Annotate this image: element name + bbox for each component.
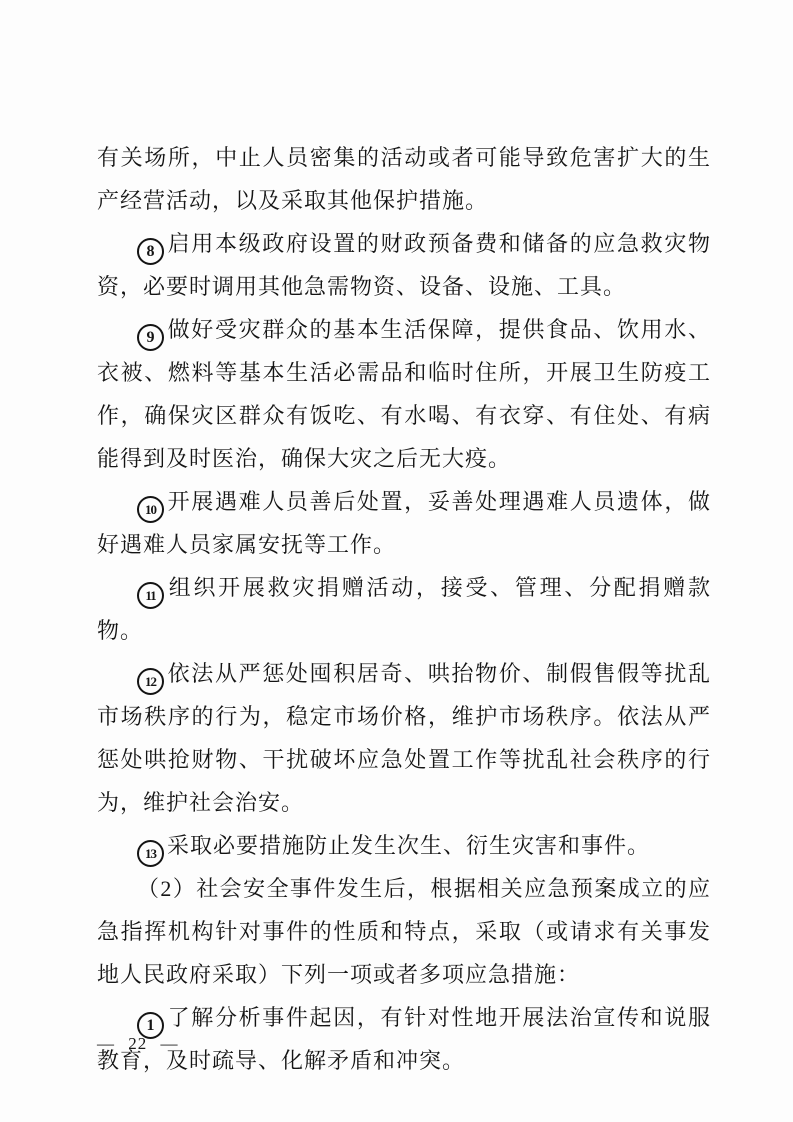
page-footer (97, 1031, 179, 1057)
paragraph (97, 222, 711, 308)
paragraph-text: 采取必要措施防止发生次生、衍生灾害和事件。 (167, 833, 651, 858)
paragraph (97, 652, 711, 824)
paragraph (97, 136, 711, 222)
circled-number-marker: 12 (137, 668, 164, 695)
paragraph-text: 依法从严惩处囤积居奇、哄抬物价、制假售假等扰乱市场秩序的行为，稳定市场价格，维护市场秩序。依法从严惩处哄抢财物、干扰破坏应急处置工作等扰乱社会秩序的行为，维护社会治安。 (97, 661, 711, 815)
circled-number-marker: 11 (137, 582, 164, 609)
document-body (97, 136, 711, 1082)
paragraph (97, 867, 711, 996)
paragraph-text: 开展遇难人员善后处置，妥善处理遇难人员遗体，做好遇难人员家属安抚等工作。 (97, 489, 711, 557)
paragraph-text: 做好受灾群众的基本生活保障，提供食品、饮用水、衣被、燃料等基本生活必需品和临时住所，开展卫生防疫工作，确保灾区群众有饭吃、有水喝、有衣穿、有住处、有病能得到及时医治，确保大灾之后无大疫。 (97, 317, 711, 471)
paragraph-text: （2）社会安全事件发生后，根据相关应急预案成立的应急指挥机构针对事件的性质和特点，采取（或请求有关事发地人民政府采取）下列一项或者多项应急措施： (97, 876, 711, 987)
paragraph (97, 996, 711, 1082)
circled-number-marker: 13 (137, 840, 164, 867)
circled-number-marker: 10 (137, 496, 164, 523)
paragraph-text: 了解分析事件起因，有针对性地开展法治宣传和说服教育，及时疏导、化解矛盾和冲突。 (97, 1005, 711, 1073)
paragraph (97, 308, 711, 480)
page-number: — 22 — (97, 1034, 179, 1053)
circled-number-marker: 9 (137, 324, 164, 351)
paragraph-text: 有关场所，中止人员密集的活动或者可能导致危害扩大的生产经营活动，以及采取其他保护措施。 (97, 145, 711, 213)
paragraph-text: 启用本级政府设置的财政预备费和储备的应急救灾物资，必要时调用其他急需物资、设备、设施、工具。 (97, 231, 711, 299)
paragraph-text: 组织开展救灾捐赠活动，接受、管理、分配捐赠款物。 (97, 575, 711, 643)
circled-number-marker: 1 (137, 1012, 164, 1039)
paragraph (97, 566, 711, 652)
circled-number-marker: 8 (137, 238, 164, 265)
paragraph (97, 480, 711, 566)
paragraph (97, 824, 711, 867)
